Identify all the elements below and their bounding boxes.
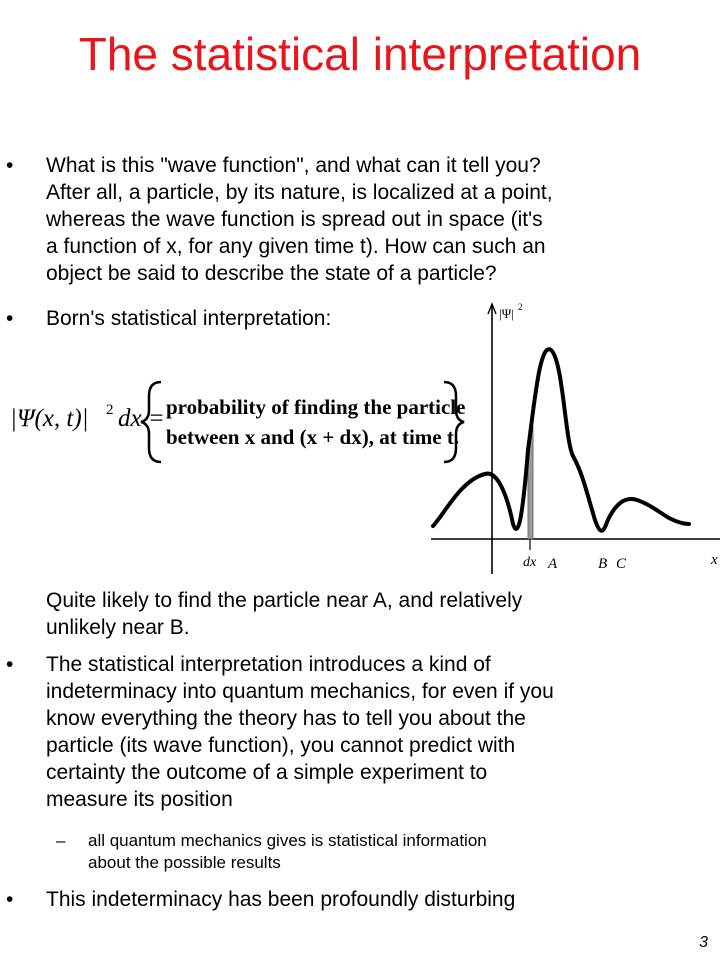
marker-a: A [548, 556, 558, 572]
subbullet-line: about the possible results [88, 853, 281, 872]
y-axis-label: |Ψ| [499, 306, 514, 321]
formula-rhs-line1: probability of finding the particle [166, 395, 466, 419]
probability-density-curve [433, 349, 689, 531]
formula-exponent: 2 [106, 402, 114, 418]
bullet-marker: • [6, 653, 14, 676]
bullet-line: measure its position [46, 788, 233, 811]
formula-dx: dx = [118, 405, 165, 432]
y-axis-label-exponent: 2 [518, 302, 523, 312]
bullet-line: particle (its wave function), you cannot predict with [46, 734, 516, 757]
marker-c: C [616, 556, 627, 572]
bullet-marker: • [6, 154, 14, 177]
wavefunction-graph [425, 298, 720, 588]
formula-lhs: |Ψ(x, t)| [10, 405, 89, 432]
bullet-line: Born's statistical interpretation: [46, 307, 332, 330]
bullet-line: whereas the wave function is spread out in space (it's [46, 208, 543, 231]
bullet-indeterminacy [6, 651, 686, 813]
x-axis-label: x [711, 552, 718, 568]
bullet-marker: • [6, 888, 14, 911]
born-formula [8, 376, 468, 466]
subbullet-statistical-information [56, 830, 688, 874]
bullet-line: What is this "wave function", and what can it tell you? [46, 154, 541, 177]
bullet-line: After all, a particle, by its nature, is localized at a point, [46, 181, 553, 204]
subbullet-marker: – [56, 831, 66, 850]
bullet-line: a function of x, for any given time t). How can such an [46, 235, 546, 258]
bullet-line: know everything the theory has to tell you about the [46, 707, 526, 730]
bullet-disturbing [6, 886, 686, 913]
bullet-line: certainty the outcome of a simple experiment to [46, 761, 488, 784]
note-line: unlikely near B. [46, 616, 190, 639]
note-line: Quite likely to find the particle near A, and relatively [46, 589, 523, 612]
bullet-line: indeterminacy into quantum mechanics, for even if you [46, 680, 554, 703]
bullet-wave-function-question [6, 152, 686, 287]
marker-dx: dx [523, 555, 537, 570]
bullet-line: This indeterminacy has been profoundly disturbing [46, 888, 516, 911]
bullet-line: object be said to describe the state of a particle? [46, 262, 497, 285]
subbullet-line: all quantum mechanics gives is statistical information [88, 831, 487, 850]
formula-rhs-line2: between x and (x + dx), at time t. [166, 425, 460, 449]
interpretation-note [46, 587, 686, 641]
slide-title: The statistical interpretation [78, 28, 642, 80]
marker-b: B [598, 556, 608, 572]
bullet-marker: • [6, 307, 14, 330]
bullet-line: The statistical interpretation introduces a kind of [46, 653, 491, 676]
page-number: 3 [699, 934, 708, 951]
